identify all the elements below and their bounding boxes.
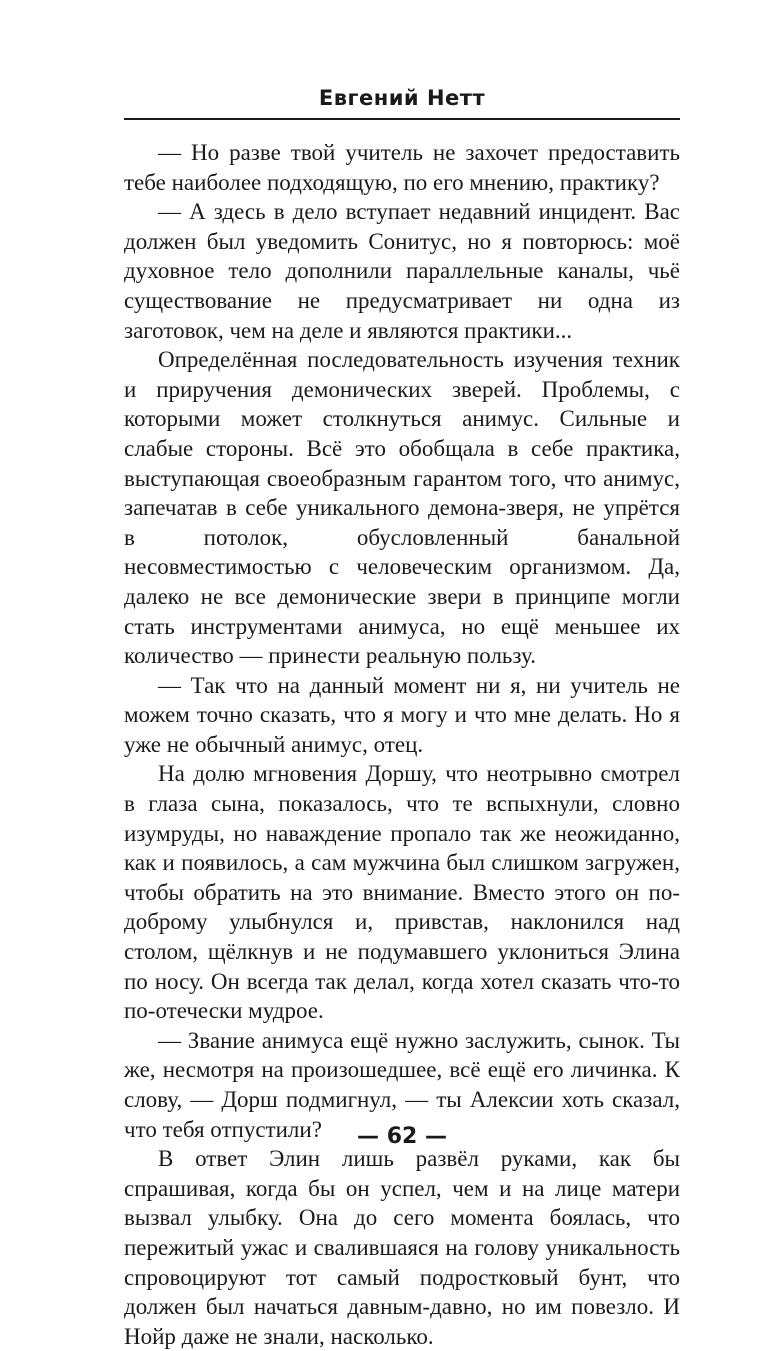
paragraph: На долю мгновения Доршу, что неотрывно смотрел в глаза сына, показалось, что те вспыхнули, словно изумруды, но наваждение пропало так же неожиданно, как и появилось, а сам мужчина был слишком загружен, чтобы обратить на это внимание. Вместо этого он по-доброму улыбнулся и, привстав, наклонился над столом, щёлкнув и не подумавшего уклониться Элина по носу. Он всегда так делал, когда хотел сказать что-то по-отечески мудрое. <box>124 761 680 1024</box>
paragraph: — Звание анимуса ещё нужно заслужить, сынок. Ты же, несмотря на произошедшее, всё ещё его личинка. К слову, — Дорш подмигнул, — ты Алексии хоть сказал, что тебя отпустили? <box>124 1027 680 1142</box>
paragraph: — Так что на данный момент ни я, ни учитель не можем точно сказать, что я могу и что мне делать. Но я уже не обычный анимус, отец. <box>124 672 680 757</box>
body-text <box>124 138 680 1351</box>
paragraph: — А здесь в дело вступает недавний инцидент. Вас должен был уведомить Сонитус, но я повторюсь: моё духовное тело дополнили параллельные каналы, чьё существование не предусматривает ни одна из заготовок, чем на деле и являются практики... <box>124 199 680 343</box>
paragraph: Определённая последовательность изучения техник и приручения демонических зверей. Проблемы, с которыми может столкнуться анимус. Сильные и слабые стороны. Всё это обобщала в себе практика, выступающая своеобразным гарантом того, что анимус, запечатав в себе уникального демона-зверя, не упрётся в потолок, обусловленный банальной несовместимостью с человеческим организмом. Да, далеко не все демонические звери в принципе могли стать инструментами анимуса, но ещё меньшее их количество — принести реальную пользу. <box>124 347 680 669</box>
running-head-author: Евгений Нетт <box>318 86 486 110</box>
header-rule <box>124 118 680 120</box>
page-number: — 62 — <box>357 1124 447 1149</box>
paragraph: — Но разве твой учитель не захочет предоставить тебе наиболее подходящую, по его мнению, практику? <box>124 140 680 195</box>
paragraph: В ответ Элин лишь развёл руками, как бы спрашивая, когда бы он успел, чем и на лице матери вызвал улыбку. Она до сего момента боялась, что пережитый ужас и свалившаяся на голову уникальность спровоцируют тот самый подростковый бунт, что должен был начаться давным-давно, но им повезло. И Нойр даже не знали, насколько. <box>124 1146 680 1349</box>
